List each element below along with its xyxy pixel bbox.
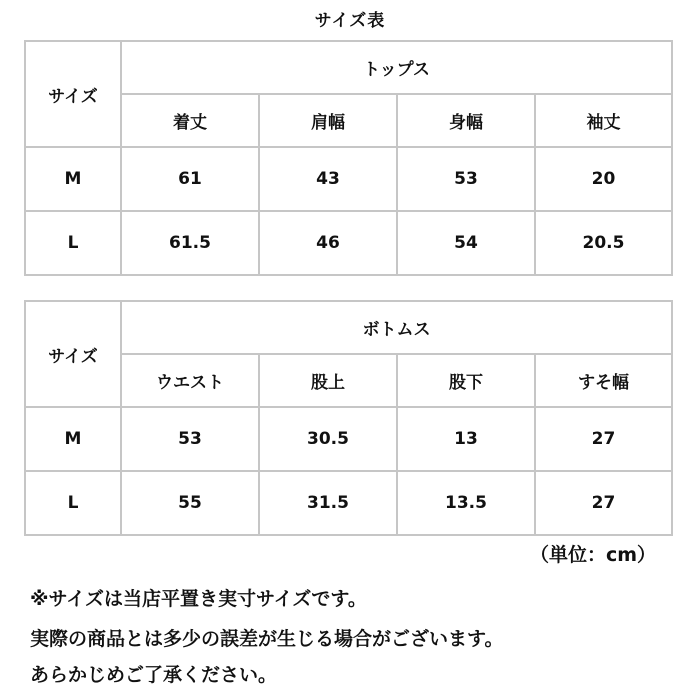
table-cell: 13.5 (397, 471, 535, 535)
column-header-shoulder: 肩幅 (259, 94, 397, 147)
table-cell: 55 (121, 471, 259, 535)
table-row (25, 211, 672, 275)
table-row (25, 407, 672, 471)
table-column-header-row (25, 354, 672, 407)
table-cell: 20.5 (535, 211, 672, 275)
bottoms-group-header: ボトムス (121, 301, 672, 354)
table-cell: 53 (397, 147, 535, 211)
table-cell: 20 (535, 147, 672, 211)
table-cell: 61.5 (121, 211, 259, 275)
disclaimer-note: 実際の商品とは多少の誤差が生じる場合がございます。 (30, 628, 504, 650)
disclaimer-note: あらかじめご了承ください。 (30, 664, 278, 686)
unit-note: （単位：cm） (529, 544, 656, 566)
table-cell: 43 (259, 147, 397, 211)
table-cell: 13 (397, 407, 535, 471)
size-label: L (25, 471, 121, 535)
table-header-row (25, 301, 672, 354)
table-cell: 61 (121, 147, 259, 211)
size-label: L (25, 211, 121, 275)
column-header-length: 着丈 (121, 94, 259, 147)
tops-size-table (24, 40, 673, 276)
size-header-cell: サイズ (25, 41, 121, 147)
bottoms-size-table (24, 300, 673, 536)
column-header-sleeve: 袖丈 (535, 94, 672, 147)
column-header-waist: ウエスト (121, 354, 259, 407)
table-cell: 54 (397, 211, 535, 275)
table-cell: 30.5 (259, 407, 397, 471)
size-label: M (25, 147, 121, 211)
column-header-inseam: 股下 (397, 354, 535, 407)
column-header-hem-width: すそ幅 (535, 354, 672, 407)
table-row (25, 471, 672, 535)
table-cell: 27 (535, 471, 672, 535)
size-label: M (25, 407, 121, 471)
column-header-rise: 股上 (259, 354, 397, 407)
tops-group-header: トップス (121, 41, 672, 94)
table-cell: 46 (259, 211, 397, 275)
table-cell: 27 (535, 407, 672, 471)
disclaimer-note: ※サイズは当店平置き実寸サイズです。 (30, 588, 367, 610)
table-row (25, 147, 672, 211)
page-title: サイズ表 (314, 11, 386, 31)
table-cell: 31.5 (259, 471, 397, 535)
table-column-header-row (25, 94, 672, 147)
column-header-chest: 身幅 (397, 94, 535, 147)
size-header-cell: サイズ (25, 301, 121, 407)
table-header-row (25, 41, 672, 94)
table-cell: 53 (121, 407, 259, 471)
